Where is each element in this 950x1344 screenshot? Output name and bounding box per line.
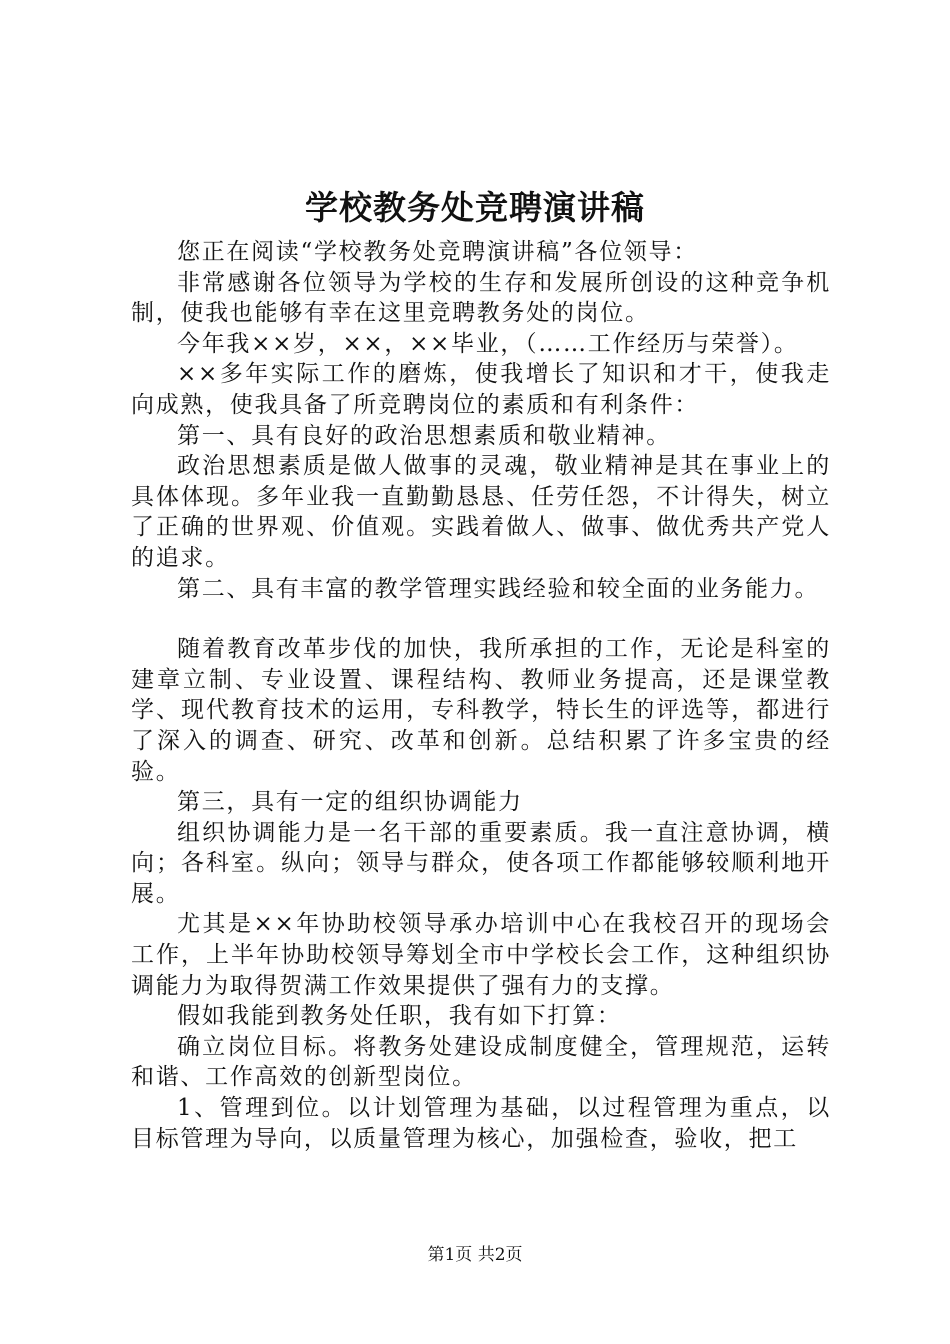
paragraph: 1、管理到位。以计划管理为基础，以过程管理为重点，以目标管理为导向，以质量管理为核心，加强检查，验收，把工	[131, 1095, 831, 1152]
paragraph: 尤其是××年协助校领导承办培训中心在我校召开的现场会工作，上半年协助校领导筹划全市中学校长会工作，这种组织协调能力为取得贺满工作效果提供了强有力的支撑。	[131, 911, 831, 999]
paragraph: 确立岗位目标。将教务处建设成制度健全，管理规范，运转和谐、工作高效的创新型岗位。	[131, 1033, 831, 1091]
paragraph: 假如我能到教务处任职，我有如下打算：	[177, 1003, 622, 1030]
paragraph: 您正在阅读“学校教务处竞聘演讲稿”各位领导：	[177, 239, 698, 265]
paragraph: 今年我××岁，××，××毕业，（……工作经历与荣誉）。	[177, 330, 799, 357]
page-footer: 第1页 共2页	[427, 1245, 523, 1265]
paragraph: 组织协调能力是一名干部的重要素质。我一直注意协调，横向；各科室。纵向；领导与群众，使各项工作都能够较顺利地开展。	[131, 819, 831, 907]
paragraph: 政治思想素质是做人做事的灵魂，敬业精神是其在事业上的具体体现。多年业我一直勤勤恳恳、任劳任怨，不计得失，树立了正确的世界观、价值观。实践着做人、做事、做优秀共产党人的追求。	[131, 453, 831, 571]
paragraph: ××多年实际工作的磨炼，使我增长了知识和才干，使我走向成熟，使我具备了所竞聘岗位的素质和有利条件：	[131, 361, 831, 418]
paragraph: 第二、具有丰富的教学管理实践经验和较全面的业务能力。	[177, 575, 820, 602]
paragraph: 第一、具有良好的政治思想素质和敬业精神。	[177, 422, 671, 449]
document-title: 学校教务处竞聘演讲稿	[305, 188, 645, 227]
paragraph: 非常感谢各位领导为学校的生存和发展所创设的这种竞争机制，使我也能够有幸在这里竞聘教务处的岗位。	[131, 269, 831, 327]
paragraph: 第三，具有一定的组织协调能力	[177, 789, 523, 816]
paragraph: 随着教育改革步伐的加快，我所承担的工作，无论是科室的建章立制、专业设置、课程结构、教师业务提高，还是课堂教学、现代教育技术的运用，专科教学，特长生的评选等，都进行了深入的调查、研究、改革和创新。总结积累了许多宝贵的经验。	[131, 636, 831, 785]
document-body	[131, 237, 831, 1154]
